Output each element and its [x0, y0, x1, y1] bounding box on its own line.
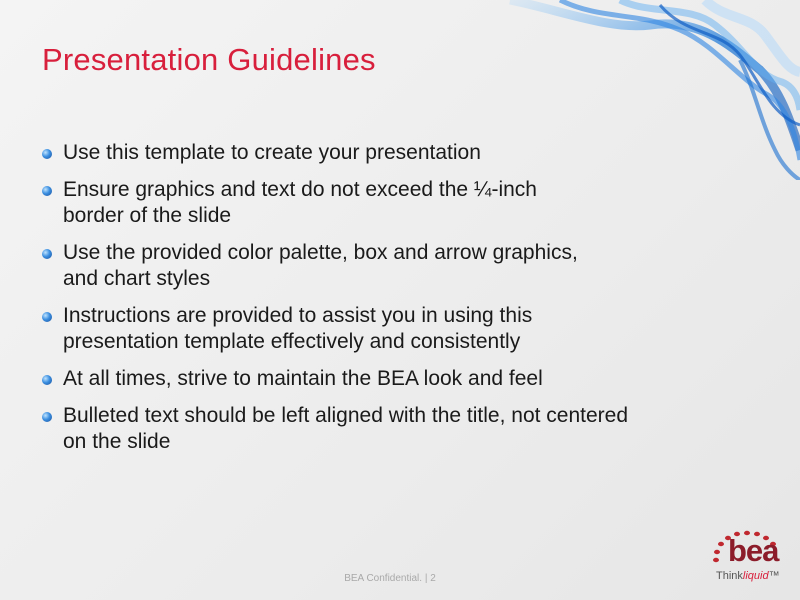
bullet-item	[42, 403, 742, 455]
bullet-text: Use the provided color palette, box and arrow graphics,	[63, 241, 578, 264]
bullet-item	[42, 177, 742, 229]
bullet-text-continuation: border of the slide	[63, 204, 232, 227]
bullet-item	[42, 303, 742, 355]
bullet-icon	[42, 149, 52, 159]
bullet-text: At all times, strive to maintain the BEA look and feel	[63, 367, 543, 390]
bullet-icon	[42, 249, 52, 259]
bullet-text: Use this template to create your presentation	[63, 141, 481, 164]
bullet-text: Bulleted text should be left aligned with the title, not centered	[63, 404, 629, 427]
bullet-icon	[42, 312, 52, 322]
bullet-text-continuation: on the slide	[63, 430, 171, 453]
bullet-list	[42, 140, 742, 466]
bullet-item	[42, 140, 742, 166]
bullet-icon	[42, 412, 52, 422]
bullet-icon	[42, 186, 52, 196]
slide-footer: BEA Confidential. | 2	[344, 573, 436, 584]
slide-title: Presentation Guidelines	[42, 42, 376, 77]
bullet-item	[42, 366, 742, 392]
bullet-icon	[42, 375, 52, 385]
bullet-text: Ensure graphics and text do not exceed the ¼-inch	[63, 178, 537, 201]
bullet-text: Instructions are provided to assist you in using this	[63, 304, 533, 327]
bullet-text-continuation: presentation template effectively and consistently	[63, 330, 521, 353]
bullet-item	[42, 240, 742, 292]
logo-wordmark: bea	[728, 533, 779, 568]
bullet-text-continuation: and chart styles	[63, 267, 211, 290]
bea-logo	[706, 530, 790, 590]
logo-tagline: Thinkliquid™	[716, 570, 780, 582]
